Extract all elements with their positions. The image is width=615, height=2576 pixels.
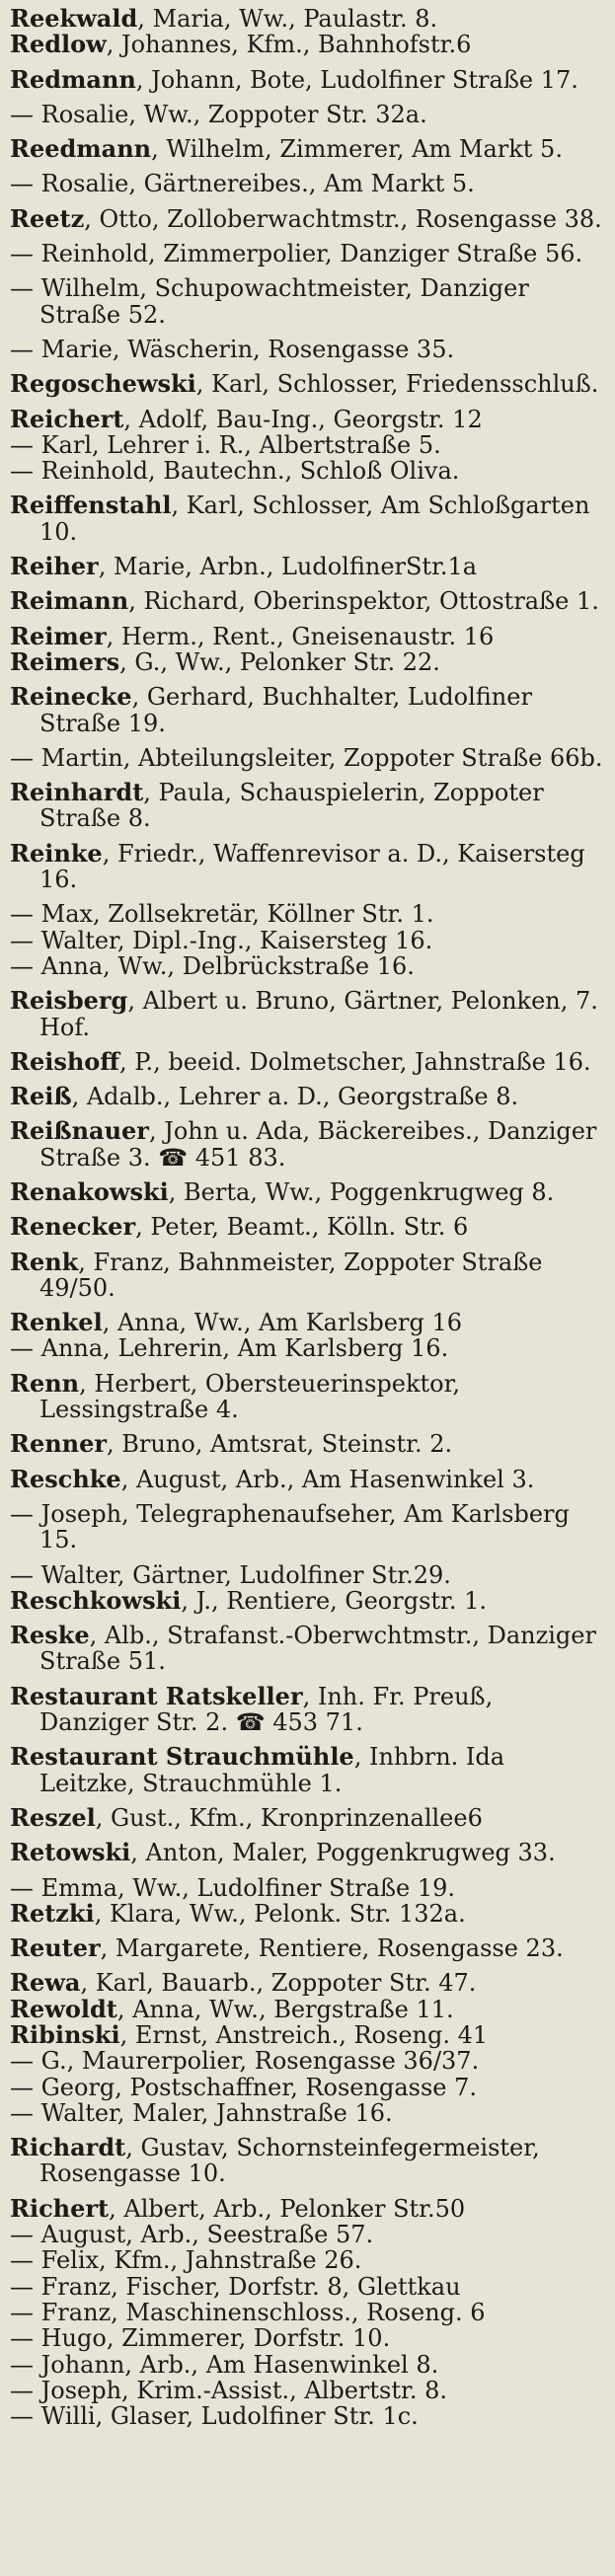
directory-entry-list [10,6,605,2429]
directory-entry [10,1214,605,1240]
entry-surname: Reimer [10,621,107,650]
directory-entry [10,1368,605,1424]
entry-details: — Emma, Ww., Ludolfiner Straße 19. [10,1873,456,1902]
entry-details: — Franz, Fischer, Dorfstr. 8, Glettkau [10,2272,461,2301]
entry-surname: Reuter [10,1933,101,1963]
directory-entry [10,203,605,233]
directory-entry [10,371,605,397]
directory-entry [10,6,605,32]
entry-details: , Gerhard, Buchhalter, Ludolfiner Straße 19. [39,683,532,737]
entry-details: — August, Arb., Seestraße 57. [10,2221,374,2249]
entry-details: — Felix, Kfm., Jahnstraße 26. [10,2246,362,2275]
directory-entry [10,2300,605,2325]
entry-details: — Franz, Maschinenschloss., Roseng. 6 [10,2298,486,2326]
entry-surname: Reishoff [10,1046,119,1076]
directory-entry [10,1898,605,1928]
directory-entry [10,2352,605,2378]
entry-details: , Maria, Ww., Paulastr. 8. [137,5,438,33]
directory-entry [10,1744,605,1796]
directory-entry [10,621,605,650]
directory-entry [10,1046,605,1076]
directory-entry [10,337,605,362]
entry-surname: Renakowski [10,1176,169,1206]
entry-details: , Bruno, Amtsrat, Steinstr. 2. [107,1430,453,1459]
entry-surname: Retzki [10,1898,95,1928]
entry-surname: Reimann [10,586,129,616]
entry-details: — Walter, Dipl.-Ing., Kaisersteg 16. [10,926,433,954]
entry-details: , Karl, Bauarb., Zoppoter Str. 47. [80,1969,477,1998]
entry-details: , Herm., Rent., Gneisenaustr. 16 [106,622,495,650]
directory-entry [10,2378,605,2403]
directory-entry [10,1118,605,1171]
directory-entry [10,928,605,953]
directory-entry [10,32,605,57]
entry-details: — Karl, Lehrer i. R., Albertstraße 5. [10,430,441,459]
directory-entry [10,2325,605,2351]
directory-entry [10,2274,605,2300]
entry-details: , Inh. Fr. Preuß, Danziger Str. 2. ☎ 453 71. [39,1682,494,1737]
entry-surname: Renner [10,1429,108,1459]
entry-details: — Walter, Maler, Jahnstraße 16. [10,2098,393,2127]
entry-surname: Rewa [10,1968,81,1998]
directory-entry [10,901,605,927]
entry-details: , J., Rentiere, Georgstr. 1. [181,1586,488,1615]
entry-surname: Reiß [10,1082,72,1111]
entry-surname: Reißnauer [10,1116,149,1146]
directory-entry [10,171,605,196]
entry-surname: Reiher [10,552,99,581]
entry-details: , Richard, Oberinspektor, Ottostraße 1. [128,587,599,616]
entry-details: , Margarete, Rentiere, Rosengasse 23. [100,1934,564,1963]
directory-entry [10,1994,605,2023]
entry-details: , Anna, Ww., Am Karlsberg 16 [102,1309,462,1337]
entry-details: — Reinhold, Zimmerpolier, Danziger Straße 56. [10,240,583,268]
entry-details: , G., Ww., Pelonker Str. 22. [119,647,440,676]
entry-details: , Ernst, Anstreich., Roseng. 41 [119,2021,489,2049]
entry-surname: Reimers [10,646,120,676]
directory-entry [10,745,605,771]
directory-entry [10,1084,605,1109]
entry-details: — Hugo, Zimmerer, Dorfstr. 10. [10,2324,391,2353]
entry-surname: Reinke [10,838,103,868]
entry-details: , Otto, Zolloberwachtmstr., Rosengasse 38. [84,204,602,233]
directory-entry [10,1840,605,1865]
entry-details: , Paula, Schauspielerin, Zoppoter Straße 8. [39,779,544,833]
directory-entry [10,953,605,979]
directory-entry [10,2075,605,2100]
entry-details: , Friedr., Waffenrevisor a. D., Kaisersteg 16. [39,839,585,894]
entry-details: — Georg, Postschaffner, Rosengasse 7. [10,2073,477,2101]
directory-entry [10,136,605,162]
entry-details: , Wilhelm, Zimmerer, Am Markt 5. [151,135,563,164]
entry-details: , Anna, Ww., Bergstraße 11. [116,1995,454,2023]
entry-details: — Rosalie, Gärtnereibes., Am Markt 5. [10,170,475,198]
entry-surname: Reisberg [10,986,128,1016]
directory-entry [10,1501,605,1553]
entry-surname: Restaurant Ratskeller [10,1681,303,1710]
entry-details: — Joseph, Krim.-Assist., Albertstr. 8. [10,2376,448,2404]
entry-surname: Reedmann [10,134,152,164]
directory-entry [10,1431,605,1457]
entry-details: — Anna, Ww., Delbrückstraße 16. [10,951,415,980]
directory-entry [10,838,605,894]
directory-entry [10,588,605,614]
entry-surname: Reekwald [10,4,138,33]
entry-details: — Anna, Lehrerin, Am Karlsberg 16. [10,1334,449,1363]
entry-details: — Max, Zollsekretär, Köllner Str. 1. [10,900,434,929]
directory-entry [10,432,605,458]
entry-details: , Johannes, Kfm., Bahnhofstr.6 [106,31,472,59]
directory-entry [10,102,605,127]
entry-details: — Walter, Gärtner, Ludolfiner Str.29. [10,1560,451,1589]
directory-entry [10,2247,605,2273]
entry-details: , Alb., Strafanst.-Oberwchtmstr., Danziger Straße 51. [39,1622,596,1676]
entry-details: , Karl, Schlosser, Am Schloßgarten 10. [39,492,590,546]
entry-surname: Reinecke [10,682,132,712]
directory-entry [10,2135,605,2187]
entry-surname: Retowski [10,1838,131,1867]
entry-surname: Reetz [10,203,85,233]
directory-entry [10,780,605,832]
entry-details: — G., Maurerpolier, Rosengasse 36/37. [10,2047,480,2076]
directory-entry [10,1935,605,1961]
entry-details: , Marie, Arbn., LudolfinerStr.1a [98,553,478,581]
entry-details: — Rosalie, Ww., Zoppoter Str. 32a. [10,100,427,128]
entry-details: — Joseph, Telegraphenaufseher, Am Karlsberg 15. [10,1499,570,1554]
entry-details: — Wilhelm, Schupowachtmeister, Danziger Straße 52. [10,274,529,329]
entry-details: — Martin, Abteilungsleiter, Zoppoter Straße 66b. [10,743,603,772]
directory-entry [10,458,605,484]
entry-details: , Adalb., Lehrer a. D., Georgstraße 8. [71,1083,519,1111]
directory-entry [10,275,605,328]
directory-entry [10,404,605,433]
directory-entry [10,492,605,545]
directory-entry [10,1562,605,1588]
directory-entry [10,1310,605,1335]
entry-surname: Renkel [10,1308,103,1337]
entry-details: , John u. Ada, Bäckereibes., Danziger Straße 3. ☎ 451 83. [39,1117,597,1172]
entry-details: , August, Arb., Am Hasenwinkel 3. [120,1465,535,1493]
entry-details: , P., beeid. Dolmetscher, Jahnstraße 16. [119,1047,591,1076]
entry-surname: Redmann [10,64,136,94]
directory-entry [10,1681,605,1737]
directory-entry [10,2022,605,2048]
entry-surname: Renn [10,1368,80,1398]
directory-entry [10,2193,605,2223]
entry-details: , Gustav, Schornsteinfegermeister, Rosengasse 10. [39,2134,540,2188]
entry-surname: Reiffenstahl [10,491,172,520]
entry-details: , Albert, Arb., Pelonker Str.50 [109,2194,466,2223]
entry-surname: Reschke [10,1464,121,1493]
entry-surname: Redlow [10,30,107,59]
directory-entry [10,1875,605,1901]
entry-details: , Gust., Kfm., Kronprinzenallee6 [95,1803,483,1832]
entry-details: , Adolf, Bau-Ing., Georgstr. 12 [123,405,483,433]
entry-surname: Reske [10,1621,90,1650]
entry-surname: Reszel [10,1802,96,1832]
directory-entry [10,1176,605,1206]
entry-surname: Richardt [10,2133,126,2162]
directory-entry [10,241,605,266]
entry-surname: Regoschewski [10,369,196,399]
directory-entry [10,684,605,736]
entry-details: , Klara, Ww., Pelonk. Str. 132a. [94,1899,466,1928]
directory-entry [10,64,605,94]
directory-entry [10,2100,605,2126]
directory-entry [10,1623,605,1675]
directory-entry [10,554,605,579]
entry-surname: Renk [10,1247,79,1276]
entry-details: , Herbert, Obersteuerinspektor, Lessingstraße 4. [39,1369,461,1424]
entry-surname: Restaurant Strauchmühle [10,1742,354,1772]
entry-surname: Reichert [10,404,124,433]
entry-details: , Berta, Ww., Poggenkrugweg 8. [168,1177,555,1206]
directory-entry [10,1970,605,1996]
directory-entry [10,1585,605,1615]
entry-surname: Reschkowski [10,1585,182,1615]
entry-details: , Franz, Bahnmeister, Zoppoter Straße 49/50. [39,1248,543,1302]
directory-entry [10,2222,605,2247]
entry-details: , Karl, Schlosser, Friedensschluß. [195,370,599,399]
entry-surname: Reinhardt [10,778,144,807]
entry-surname: Renecker [10,1212,136,1242]
directory-entry [10,988,605,1040]
directory-entry [10,1802,605,1832]
entry-details: , Anton, Maler, Poggenkrugweg 33. [130,1839,556,1867]
entry-surname: Rewoldt [10,1994,117,2023]
entry-details: — Marie, Wäscherin, Rosengasse 35. [10,335,455,363]
entry-details: — Willi, Glaser, Ludolfiner Str. 1c. [10,2402,419,2431]
entry-details: , Johann, Bote, Ludolfiner Straße 17. [135,65,578,94]
entry-surname: Richert [10,2193,110,2223]
entry-details: — Johann, Arb., Am Hasenwinkel 8. [10,2350,439,2379]
entry-details: , Albert u. Bruno, Gärtner, Pelonken, 7. Hof. [39,987,598,1041]
entry-surname: Ribinski [10,2020,120,2049]
directory-entry [10,1247,605,1302]
directory-entry [10,1464,605,1493]
directory-entry [10,646,605,676]
entry-details: , Peter, Beamt., Kölln. Str. 6 [135,1213,469,1242]
directory-entry [10,1335,605,1361]
entry-details: , Inhbrn. Ida Leitzke, Strauchmühle 1. [39,1743,505,1797]
directory-entry [10,2048,605,2074]
directory-entry [10,2403,605,2429]
entry-details: — Reinhold, Bautechn., Schloß Oliva. [10,457,460,486]
